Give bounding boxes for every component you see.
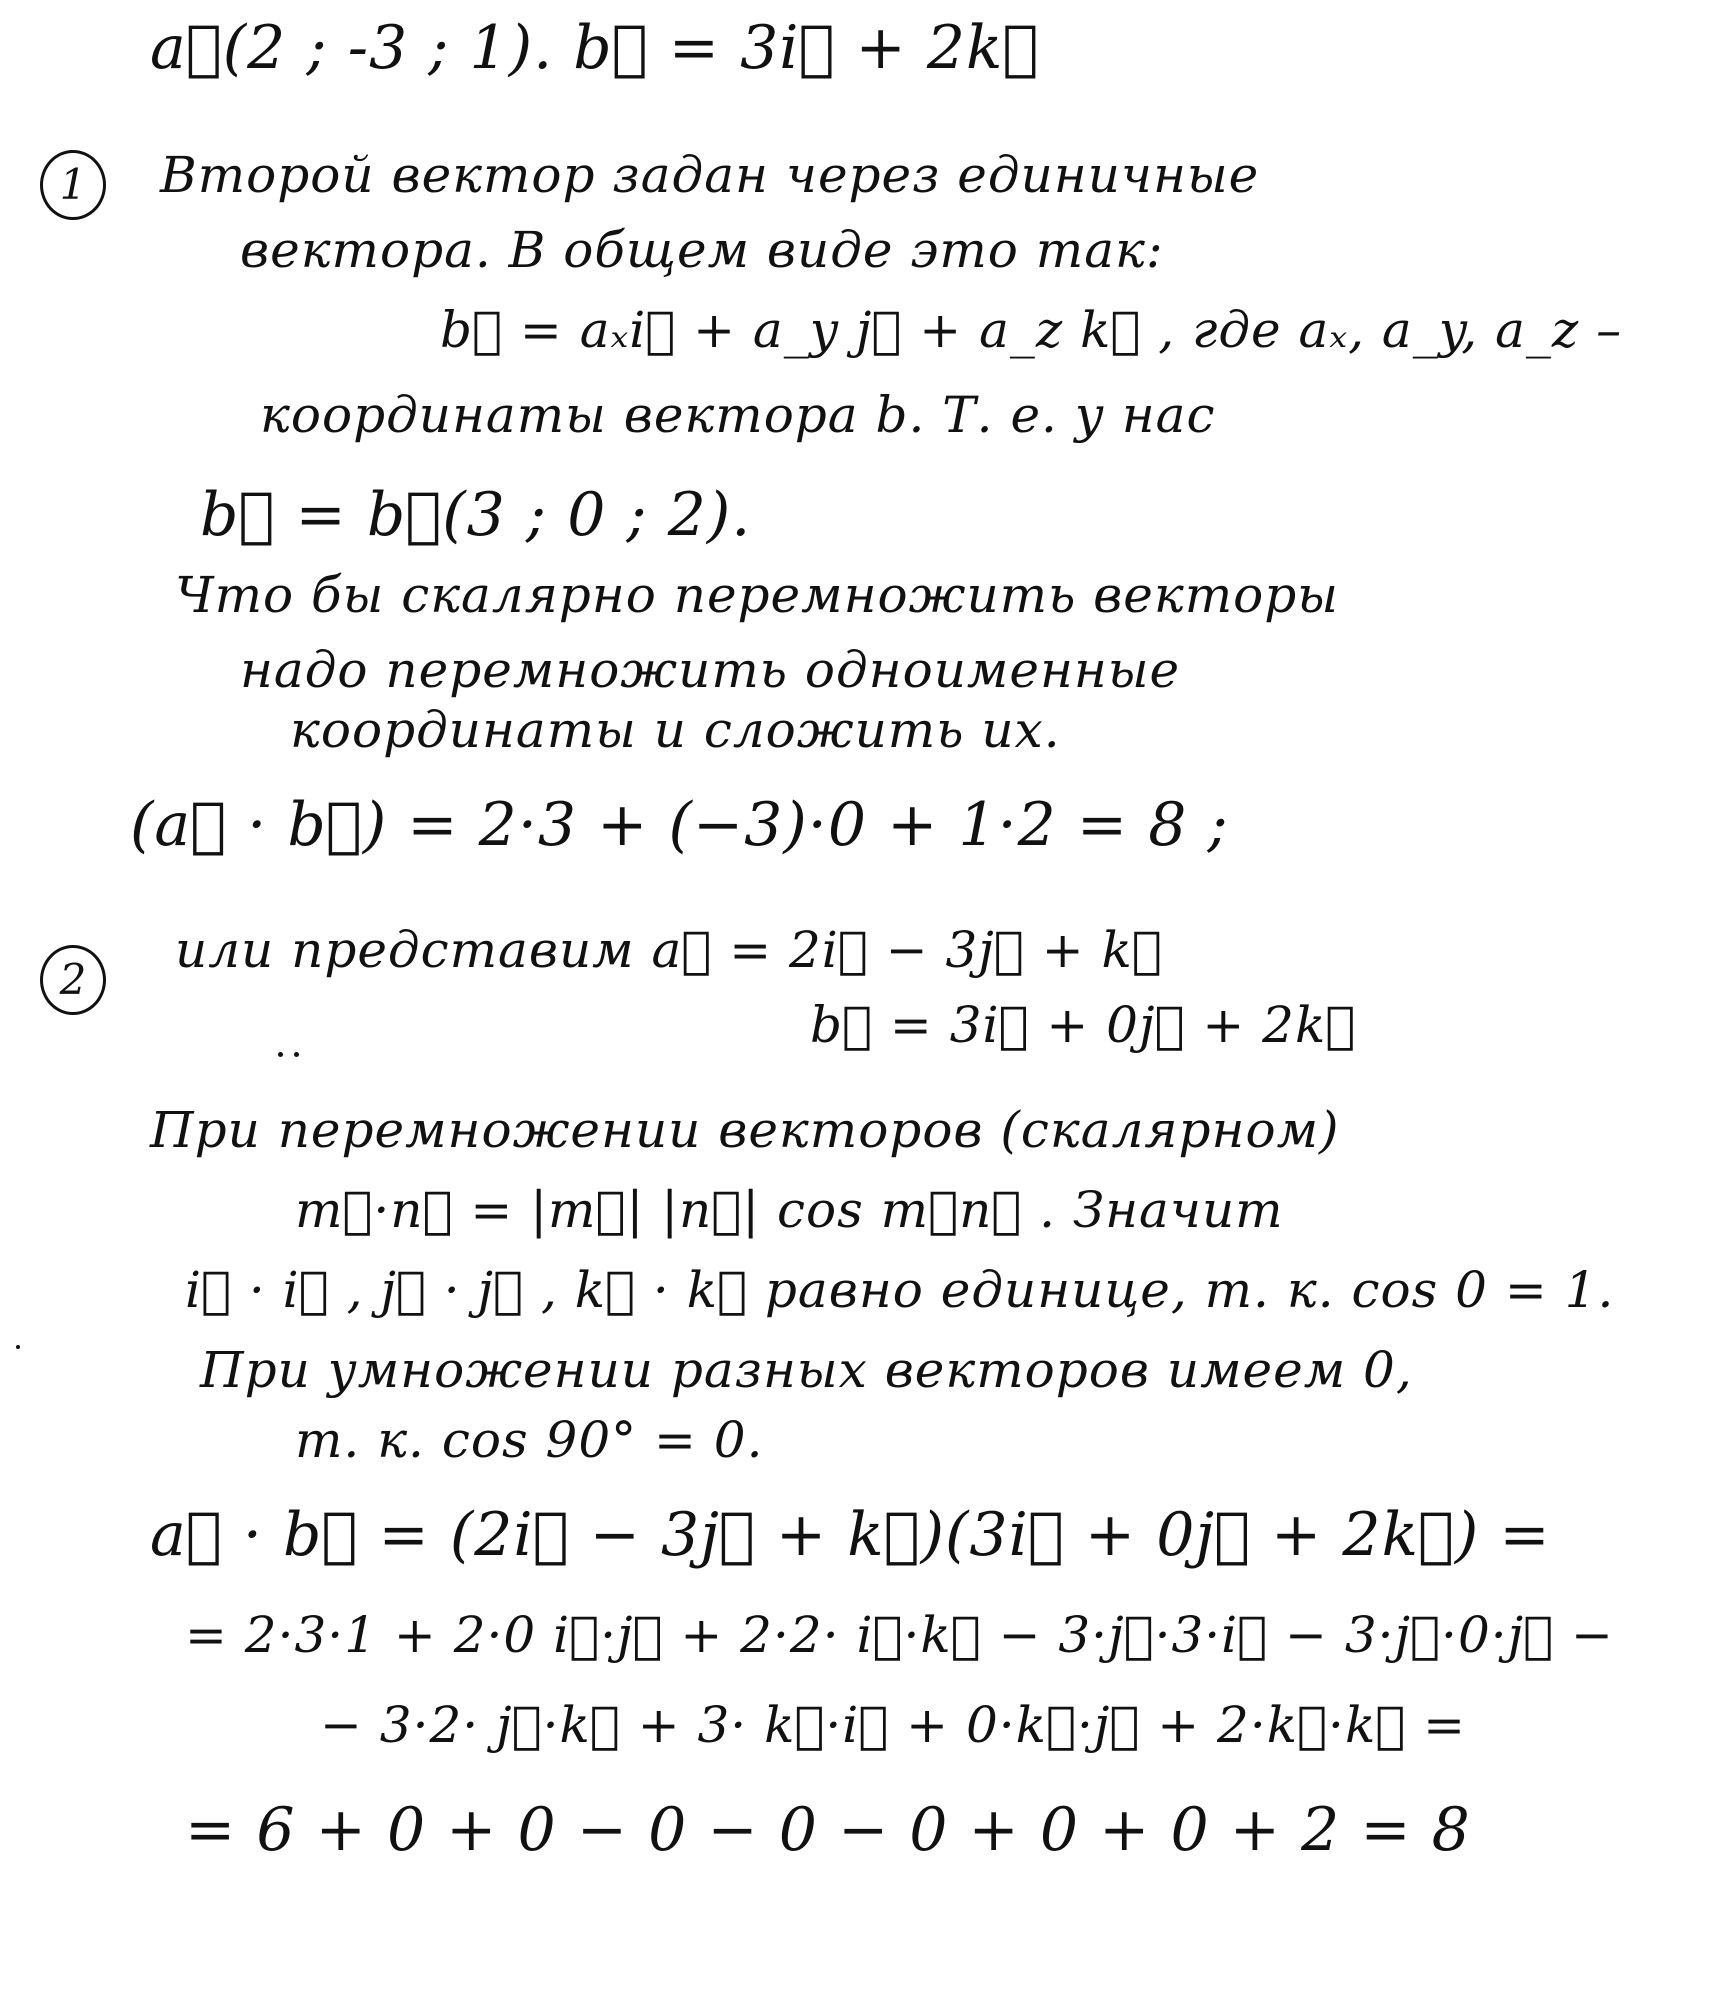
text-line: Второй вектор задан через единичные bbox=[160, 146, 1260, 204]
text-line: или представим a⃗ = 2i⃗ − 3j⃗ + k⃗ bbox=[175, 921, 1163, 979]
ink-dot bbox=[278, 1052, 283, 1057]
item-number-2: 2 bbox=[40, 945, 106, 1015]
ink-dot bbox=[16, 1345, 20, 1349]
text-line: координаты и сложить их. bbox=[290, 701, 1061, 759]
formula-line: − 3·2· j⃗·k⃗ + 3· k⃗·i⃗ + 0·k⃗·j⃗ + 2·k⃗·k⃗ = bbox=[320, 1696, 1467, 1754]
formula-line: m⃗·n⃗ = |m⃗| |n⃗| cos m⃗n⃗ . Значит bbox=[295, 1181, 1284, 1239]
text-line: надо перемножить одноименные bbox=[240, 641, 1181, 699]
text-line: вектора. В общем виде это так: bbox=[240, 221, 1164, 279]
text-line: При умножении разных векторов имеем 0, bbox=[200, 1341, 1413, 1399]
formula-line: a⃗ · b⃗ = (2i⃗ − 3j⃗ + k⃗)(3i⃗ + 0j⃗ + 2k⃗) = bbox=[150, 1500, 1551, 1570]
given-vectors-line: a⃗(2 ; -3 ; 1). b⃗ = 3i⃗ + 2k⃗ bbox=[150, 13, 1040, 83]
formula-line: b⃗ = b⃗(3 ; 0 ; 2). bbox=[200, 480, 752, 550]
ink-dot bbox=[294, 1052, 299, 1057]
formula-line: т. к. cos 90° = 0. bbox=[295, 1411, 764, 1469]
formula-line: (a⃗ · b⃗) = 2·3 + (−3)·0 + 1·2 = 8 ; bbox=[130, 790, 1229, 860]
text-line: При перемножении векторов (скалярном) bbox=[150, 1101, 1340, 1159]
formula-line: b⃗ = aₓi⃗ + a_y j⃗ + a_z k⃗ , где aₓ, a_y, a_z – bbox=[440, 301, 1623, 359]
formula-line: = 2·3·1 + 2·0 i⃗·j⃗ + 2·2· i⃗·k⃗ − 3·j⃗·3·i⃗ − 3·j⃗·0·j⃗ − bbox=[185, 1606, 1614, 1664]
text-line: координаты вектора b. Т. е. у нас bbox=[260, 386, 1216, 444]
formula-line: = 6 + 0 + 0 − 0 − 0 − 0 + 0 + 0 + 2 = 8 bbox=[185, 1795, 1471, 1865]
text-line: Что бы скалярно перемножить векторы bbox=[175, 566, 1339, 624]
formula-line: b⃗ = 3i⃗ + 0j⃗ + 2k⃗ bbox=[810, 996, 1357, 1054]
formula-line: i⃗ · i⃗ , j⃗ · j⃗ , k⃗ · k⃗ равно единице, т. к. cos 0 = 1. bbox=[185, 1261, 1615, 1319]
item-number-1: 1 bbox=[40, 150, 106, 220]
